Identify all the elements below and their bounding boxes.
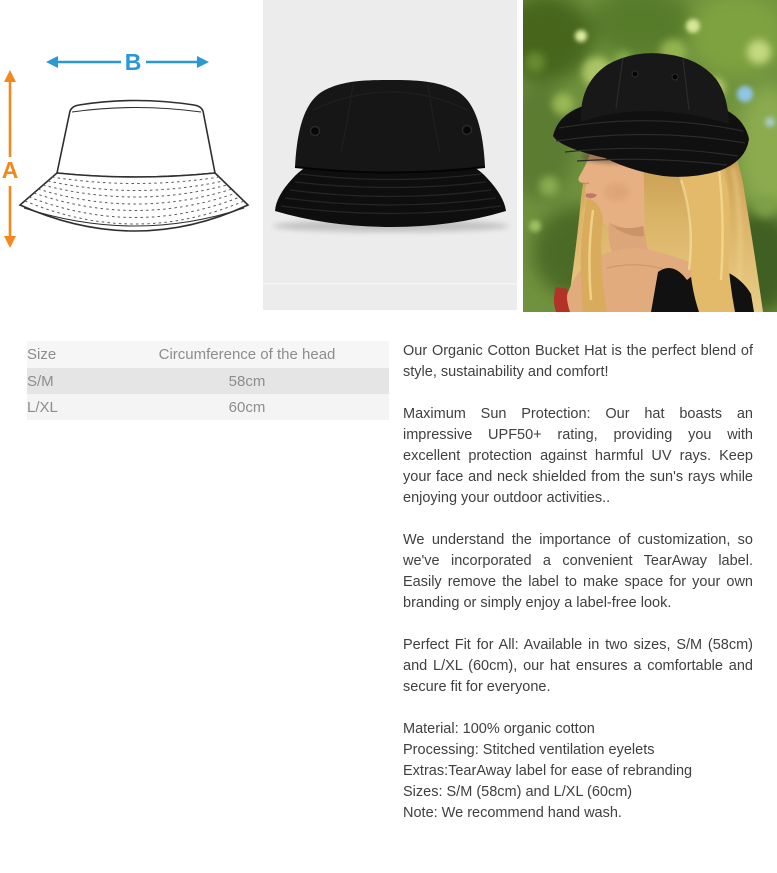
description-paragraph: We understand the importance of customization, so we've incorporated a convenient TearAway label. Easily remove the label to make space for your own branding or simply enjoy a label-free look.	[403, 532, 753, 611]
table-row	[27, 368, 389, 394]
ventilation-eyelet-left	[311, 127, 320, 136]
description-paragraph: Perfect Fit for All: Available in two sizes, S/M (58cm) and L/XL (60cm), our hat ensures a comfortable and secure fit for everyone.	[403, 637, 753, 695]
column-header-size: Size	[27, 346, 57, 363]
product-photo-image[interactable]	[263, 0, 517, 310]
model-photo-image[interactable]	[523, 0, 777, 312]
description-paragraph: Our Organic Cotton Bucket Hat is the perfect blend of style, sustainability and comfort!	[403, 343, 753, 380]
size-table	[27, 341, 389, 420]
product-gallery	[0, 0, 777, 312]
table-header-row	[27, 341, 389, 368]
studio-floor-line	[263, 283, 517, 285]
hat-outline-drawing	[20, 101, 248, 232]
product-description	[403, 341, 753, 824]
circumference-cell: 58cm	[228, 372, 266, 390]
size-cell: L/XL	[27, 398, 58, 416]
bucket-hat-line-drawing	[0, 0, 260, 312]
column-header-circumference: Circumference of the head	[158, 346, 336, 363]
product-info-section	[0, 312, 777, 824]
spec-material: Material: 100% organic cotton	[403, 721, 595, 737]
ventilation-eyelet-right	[463, 126, 472, 135]
model-wearing-hat-graphic	[523, 0, 777, 312]
description-paragraph: Maximum Sun Protection: Our hat boasts an impressive UPF50+ rating, providing you with excellent protection against harmful UV rays. Keep your face and neck shielded from the sun's rays while enjoying your outdoor activities..	[403, 406, 753, 506]
table-row	[27, 394, 389, 420]
width-arrow	[46, 49, 209, 75]
nostril-shading	[582, 183, 589, 184]
height-arrow	[2, 70, 19, 248]
size-table-header	[27, 341, 389, 368]
size-cell: S/M	[27, 372, 54, 390]
size-diagram-image[interactable]	[0, 0, 260, 312]
spec-extras: Extras:TearAway label for ease of rebranding	[403, 763, 693, 779]
spec-sizes: Sizes: S/M (58cm) and L/XL (60cm)	[403, 784, 633, 800]
height-dimension-label: A	[1, 157, 19, 183]
circumference-cell: 60cm	[228, 398, 266, 416]
spec-note: Note: We recommend hand wash.	[403, 805, 622, 821]
product-specs	[403, 719, 753, 824]
spec-processing: Processing: Stitched ventilation eyelets	[403, 742, 655, 758]
width-dimension-label: B	[124, 49, 142, 75]
cheek-shading	[604, 183, 630, 201]
black-bucket-hat-graphic	[263, 0, 517, 310]
